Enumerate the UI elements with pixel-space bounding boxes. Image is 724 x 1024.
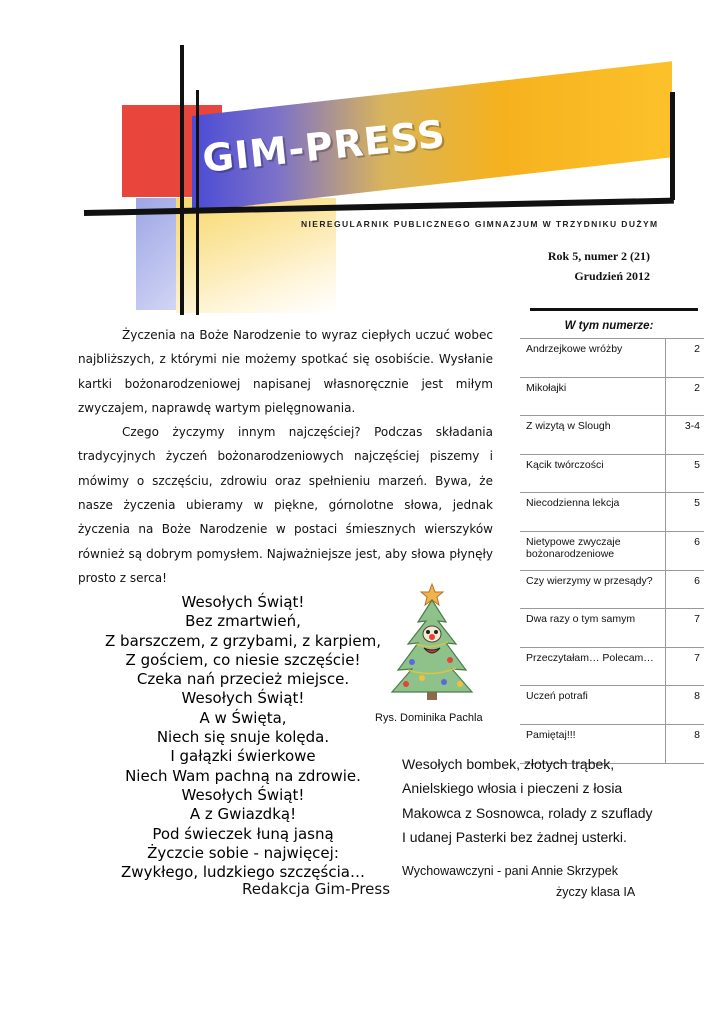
illustration-caption: Rys. Dominika Pachla — [375, 712, 483, 724]
intro-text — [78, 323, 493, 590]
decorative-line — [196, 90, 199, 315]
masthead-subtitle: NIEREGULARNIK PUBLICZNEGO GIMNAZJUM W TRZYDNIKU DUŻYM — [301, 219, 659, 229]
decorative-line — [670, 92, 675, 200]
toc-item-page: 3-4 — [666, 416, 705, 455]
poem-line: Pod świeczek łuną jasną — [152, 824, 334, 843]
poem-line: Życzcie sobie - najwięcej: — [147, 843, 339, 862]
toc-item-title: Dwa razy o tym samym — [520, 609, 666, 648]
toc-item-title: Kącik twórczości — [520, 454, 666, 493]
toc-row — [520, 493, 704, 532]
toc-item-title: Czy wierzymy w przesądy? — [520, 570, 666, 609]
wishes-line: Wesołych bombek, złotych trąbek, — [402, 756, 615, 772]
issue-date: Grudzień 2012 — [574, 269, 650, 283]
toc-row — [520, 454, 704, 493]
toc-item-title: Przeczytałam… Polecam… — [520, 647, 666, 686]
toc-rule — [530, 308, 698, 311]
toc-item-page: 7 — [666, 647, 705, 686]
toc-item-page: 6 — [666, 570, 705, 609]
decorative-line — [180, 45, 184, 315]
toc-item-title: Mikołajki — [520, 377, 666, 416]
toc-row — [520, 377, 704, 416]
toc-table — [520, 338, 704, 764]
poem-signature: Redakcja Gim-Press — [242, 880, 391, 898]
wishes-line: I udanej Pasterki bez żadnej usterki. — [402, 828, 627, 845]
masthead-title: GIM-PRESS — [200, 111, 448, 181]
toc-item-title: Uczeń potrafi — [520, 686, 666, 725]
intro-paragraph: Życzenia na Boże Narodzenie to wyraz ciepłych uczuć wobec najbliższych, z którymi nie możemy spotkać się osobiście. Wysłanie kartki bożonarodzeniowej napisanej własnoręcznie jest miłym zwyczajem, naprawdę wartym pielęgnowania. — [78, 328, 493, 415]
poem-line: Wesołych Świąt! — [181, 689, 305, 708]
toc-row — [520, 570, 704, 609]
wishes-line: Makowca z Sosnowca, rolady z szuflady — [402, 804, 653, 821]
toc-heading: W tym numerze: — [564, 320, 654, 332]
toc-item-title: Pamiętaj!!! — [520, 724, 666, 763]
wishes-verse — [402, 752, 653, 849]
toc-item-title: Z wizytą w Slough — [520, 416, 666, 455]
poem-line: Wesołych Świąt! — [181, 785, 305, 804]
poem — [78, 593, 408, 882]
poem-line: Czeka nań przecież miejsce. — [136, 670, 350, 689]
poem-line: I gałązki świerkowe — [170, 747, 316, 766]
wishes-recipient: Wychowawczyni - pani Annie Skrzypek — [402, 864, 618, 878]
toc-item-page: 2 — [666, 377, 705, 416]
toc-item-title: Niecodzienna lekcja — [520, 493, 666, 532]
poem-line: Z barszczem, z grzybami, z karpiem, — [105, 631, 381, 650]
toc-item-page: 5 — [666, 454, 705, 493]
toc-row — [520, 531, 704, 570]
toc-item-page: 2 — [666, 339, 705, 378]
poem-line: A z Gwiazdką! — [189, 805, 297, 824]
toc-item-title: Andrzejkowe wróżby — [520, 339, 666, 378]
toc-row — [520, 339, 704, 378]
issue-info — [520, 246, 650, 286]
toc-item-page: 5 — [666, 493, 705, 532]
poem-line: Bez zmartwień, — [185, 612, 301, 631]
poem-line: Niech się snuje kolęda. — [156, 728, 330, 747]
toc-row — [520, 609, 704, 648]
toc-row — [520, 647, 704, 686]
toc-item-page: 8 — [666, 724, 705, 763]
toc-item-page: 6 — [666, 531, 705, 570]
toc-item-page: 8 — [666, 686, 705, 725]
poem-line: A w Święta, — [199, 708, 287, 727]
wishes-sender: życzy klasa IA — [556, 885, 636, 899]
poem-line: Z gościem, co niesie szczęście! — [125, 650, 361, 669]
poem-line: Zwykłego, ludzkiego szczęścia… — [121, 863, 365, 882]
toc-row — [520, 416, 704, 455]
toc-item-page: 7 — [666, 609, 705, 648]
toc-item-title: Nietypowe zwyczaje bożonarodzeniowe — [520, 531, 666, 570]
wishes-line: Anielskiego włosia i pieczeni z łosia — [402, 780, 623, 797]
decorative-yellow-square — [176, 198, 336, 313]
christmas-tree-icon — [382, 578, 482, 708]
poem-line: Niech Wam pachną na zdrowie. — [125, 766, 361, 785]
poem-line: Wesołych Świąt! — [181, 593, 305, 611]
issue-number: Rok 5, numer 2 (21) — [547, 249, 650, 263]
intro-paragraph: Czego życzymy innym najczęściej? Podczas składania tradycyjnych życzeń bożonarodzeniowych najczęściej piszemy i mówimy o szczęściu, zdrowiu oraz spełnieniu marzeń. Bywa, że nasze życzenia ubieramy w piękne, górnolotne słowa, jednak życzenia na Boże Narodzenie w postaci śmiesznych wierszyków również są dobrym pomysłem. Najważniejsze jest, aby słowa płynęły prosto z serca! — [78, 425, 493, 585]
toc-row — [520, 686, 704, 725]
